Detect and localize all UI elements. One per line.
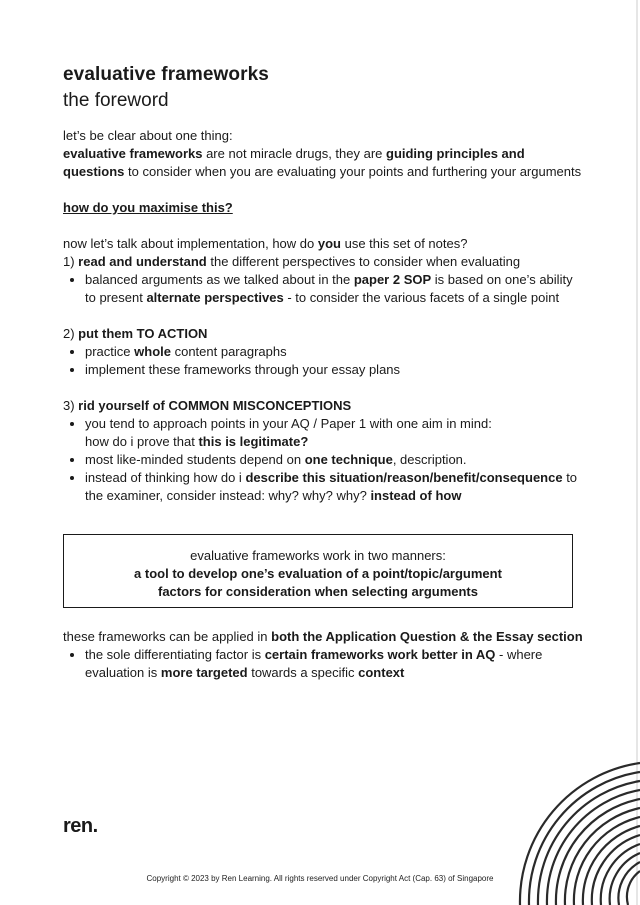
list-item-text: - where evaluation is (85, 647, 543, 680)
list-item-text: you tend to approach points in your AQ / Paper 1 with one aim in mind: (85, 416, 492, 431)
list-item (85, 646, 593, 682)
callout-line-3-bold: factors for consideration when selecting arguments (157, 584, 478, 599)
list-item-bold: paper 2 SOP (353, 272, 432, 287)
intro-line: let’s be clear about one thing: (63, 128, 233, 143)
step-1 (63, 253, 583, 271)
list-item-bold: more targeted (160, 665, 248, 680)
list-item-text: instead of thinking how do i (85, 470, 246, 485)
step-2-bold: put them TO ACTION (78, 326, 208, 341)
intro-text-2: to consider when you are evaluating your points and furthering your arguments (124, 164, 582, 179)
list-item-bold: this is legitimate? (198, 434, 309, 449)
list-item (85, 415, 583, 451)
list-item-text: - to consider the various facets of a single point (283, 290, 560, 305)
list-item-text: the sole differentiating factor is (85, 647, 265, 662)
list-item-bold: certain frameworks work better in AQ (264, 647, 496, 662)
step-3 (63, 397, 583, 415)
step-2 (63, 325, 583, 343)
list-item (85, 271, 583, 307)
closing-section (63, 628, 593, 682)
ren-logo: ren. (63, 815, 98, 837)
callout-line-3 (64, 583, 572, 601)
list-item-bold: instead of how (370, 488, 462, 503)
intro-bold-2: guiding principles and questions (63, 146, 525, 179)
copyright-notice: Copyright © 2023 by Ren Learning. All rights reserved under Copyright Act (Cap. 63) of Singapore (146, 874, 494, 883)
list-item-text: is based on one’s ability to present (85, 272, 573, 305)
closing-bold: both the Application Question & the Essay section (271, 629, 583, 644)
callout-line-2 (64, 565, 572, 583)
list-item-bold: describe this situation/reason/benefit/consequence (245, 470, 563, 485)
implementation-bold: you (317, 236, 341, 251)
implementation-line (63, 235, 583, 253)
list-item: • implement these frameworks through your essay plans (85, 361, 583, 379)
list-item-text: most like-minded students depend on (85, 452, 305, 467)
step-3-bold: rid yourself of COMMON MISCONCEPTIONS (78, 398, 352, 413)
closing-text: these frameworks can be applied in (63, 629, 272, 644)
closing-line (63, 628, 593, 646)
list-item-text: to the examiner, consider instead: why? why? why? (85, 470, 578, 503)
list-item-bold: alternate perspectives (146, 290, 284, 305)
step-3-number: 3) (63, 398, 79, 413)
step-1-list (63, 271, 583, 307)
implementation-text-2: use this set of notes? (340, 236, 468, 251)
list-item-text: , description. (392, 452, 467, 467)
implementation-text-1: now let’s talk about implementation, how do (63, 236, 318, 251)
intro-text-1: are not miracle drugs, they are (202, 146, 386, 161)
callout-line-1: evaluative frameworks work in two manners: (190, 548, 446, 563)
step-2-number: 2) (63, 326, 79, 341)
closing-list (63, 646, 593, 682)
list-item-text: towards a specific (247, 665, 359, 680)
list-item-text: practice (85, 344, 135, 359)
step-1-number: 1) (63, 254, 79, 269)
intro-bold-1: evaluative frameworks (63, 146, 203, 161)
list-item (85, 469, 583, 505)
step-3-list (63, 415, 583, 505)
list-item-bold: context (358, 665, 405, 680)
list-item (85, 343, 583, 361)
step-1-text: the different perspectives to consider when evaluating (206, 254, 521, 269)
callout-line-2-bold: a tool to develop one’s evaluation of a point/topic/argument (134, 566, 502, 581)
page-title: evaluative frameworks (63, 64, 269, 85)
main-content (63, 127, 583, 505)
intro-paragraph (63, 145, 583, 181)
list-item-bold: whole (134, 344, 171, 359)
step-2-list (63, 343, 583, 379)
step-1-bold: read and understand (78, 254, 207, 269)
section-heading: how do you maximise this? (63, 200, 233, 215)
list-item (85, 451, 583, 469)
callout-box (63, 534, 573, 608)
list-item-text: balanced arguments as we talked about in the (85, 272, 354, 287)
page-subtitle: the foreword (63, 90, 169, 111)
list-item-text: content paragraphs (170, 344, 287, 359)
list-item-text: how do i prove that (85, 434, 199, 449)
list-item-bold: one technique (304, 452, 393, 467)
